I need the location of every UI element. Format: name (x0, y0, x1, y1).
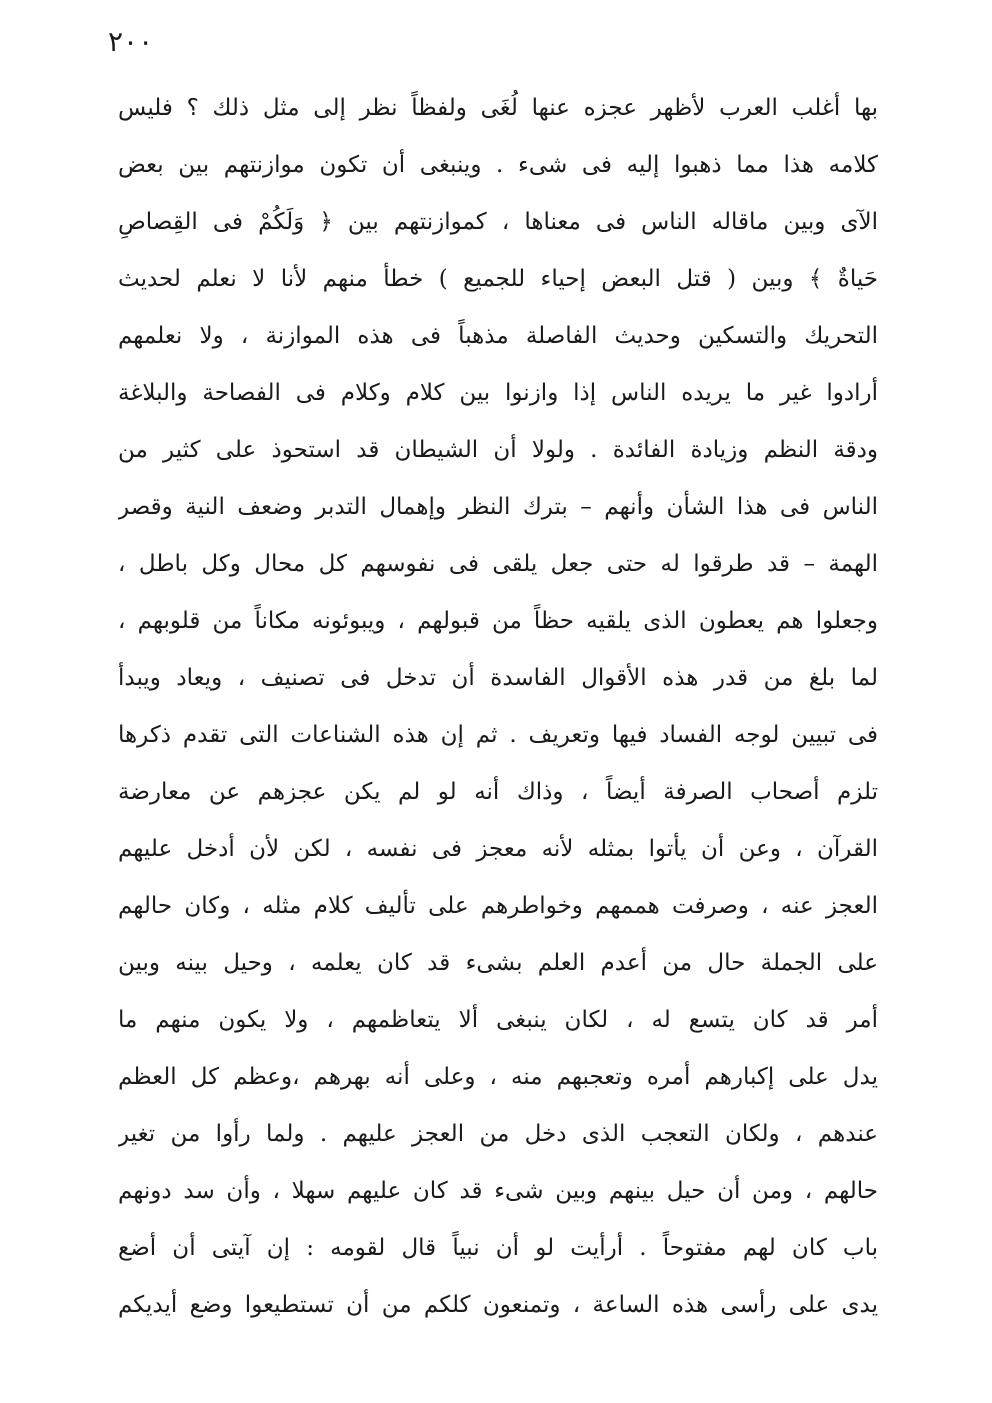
text-line: الهمة – قد طرقوا له حتى جعل يلقى فى نفوسهم كل محال وكل باطل ، (118, 551, 878, 577)
text-line: أرادوا غير ما يريده الناس إذا وازنوا بين كلام وكلام فى الفصاحة والبلاغة (118, 380, 878, 406)
text-line: القرآن ، وعن أن يأتوا بمثله لأنه معجز فى نفسه ، لكن لأن أدخل عليهم (118, 836, 878, 862)
text-line: ودقة النظم وزيادة الفائدة . ولولا أن الشيطان قد استحوذ على كثير من (118, 437, 878, 463)
text-line: على الجملة حال من أعدم العلم بشىء قد كان يعلمه ، وحيل بينه وبين (118, 950, 878, 976)
text-line: باب كان لهم مفتوحاً . أرأيت لو أن نبياً قال لقومه : إن آيتى أن أضع (118, 1235, 878, 1261)
text-line: تلزم أصحاب الصرفة أيضاً ، وذاك أنه لو لم يكن عجزهم عن معارضة (118, 779, 878, 805)
text-line: حَياةٌ ﴾ وبين ( قتل البعض إحياء للجميع ) خطأ منهم لأنا لا نعلم لحديث (118, 266, 878, 292)
text-line: كلامه هذا مما ذهبوا إليه فى شىء . وينبغى أن تكون موازنتهم بين بعض (118, 152, 878, 178)
text-line: بها أغلب العرب لأظهر عجزه عنها لُغَى ولفظاً نظر إلى مثل ذلك ؟ فليس (118, 95, 878, 121)
text-line: فى تبيين لوجه الفساد فيها وتعريف . ثم إن هذه الشناعات التى تقدم ذكرها (118, 722, 878, 748)
text-line: يدل على إكبارهم أمره وتعجبهم منه ، وعلى أنه بهرهم ،وعظم كل العظم (118, 1064, 878, 1090)
text-line: لما بلغ من قدر هذه الأقوال الفاسدة أن تدخل فى تصنيف ، ويعاد ويبدأ (118, 665, 878, 691)
text-line: أمر قد كان يتسع له ، لكان ينبغى ألا يتعاظمهم ، ولا يكون منهم ما (118, 1007, 878, 1033)
text-line: عندهم ، ولكان التعجب الذى دخل من العجز عليهم . ولما رأوا من تغير (118, 1121, 878, 1147)
body-text (118, 80, 878, 1334)
text-line: حالهم ، ومن أن حيل بينهم وبين شىء قد كان عليهم سهلا ، وأن سد دونهم (118, 1178, 878, 1204)
page-number: ٢٠٠ (108, 25, 154, 58)
text-line: التحريك والتسكين وحديث الفاصلة مذهباً فى هذه الموازنة ، ولا نعلمهم (118, 323, 878, 349)
text-line: الناس فى هذا الشأن وأنهم – بترك النظر وإهمال التدبر وضعف النية وقصر (118, 494, 878, 520)
text-line: وجعلوا هم يعطون الذى يلقيه حظاً من قبولهم ، ويبوئونه مكاناً من قلوبهم ، (118, 608, 878, 634)
text-line: العجز عنه ، وصرفت هممهم وخواطرهم على تأليف كلام مثله ، وكان حالهم (118, 893, 878, 919)
text-line: يدى على رأسى هذه الساعة ، وتمنعون كلكم من أن تستطيعوا وضع أيديكم (118, 1292, 878, 1318)
text-line: الآى وبين ماقاله الناس فى معناها ، كموازنتهم بين ﴿ وَلَكُمْ فى القِصاصِ (118, 209, 878, 235)
